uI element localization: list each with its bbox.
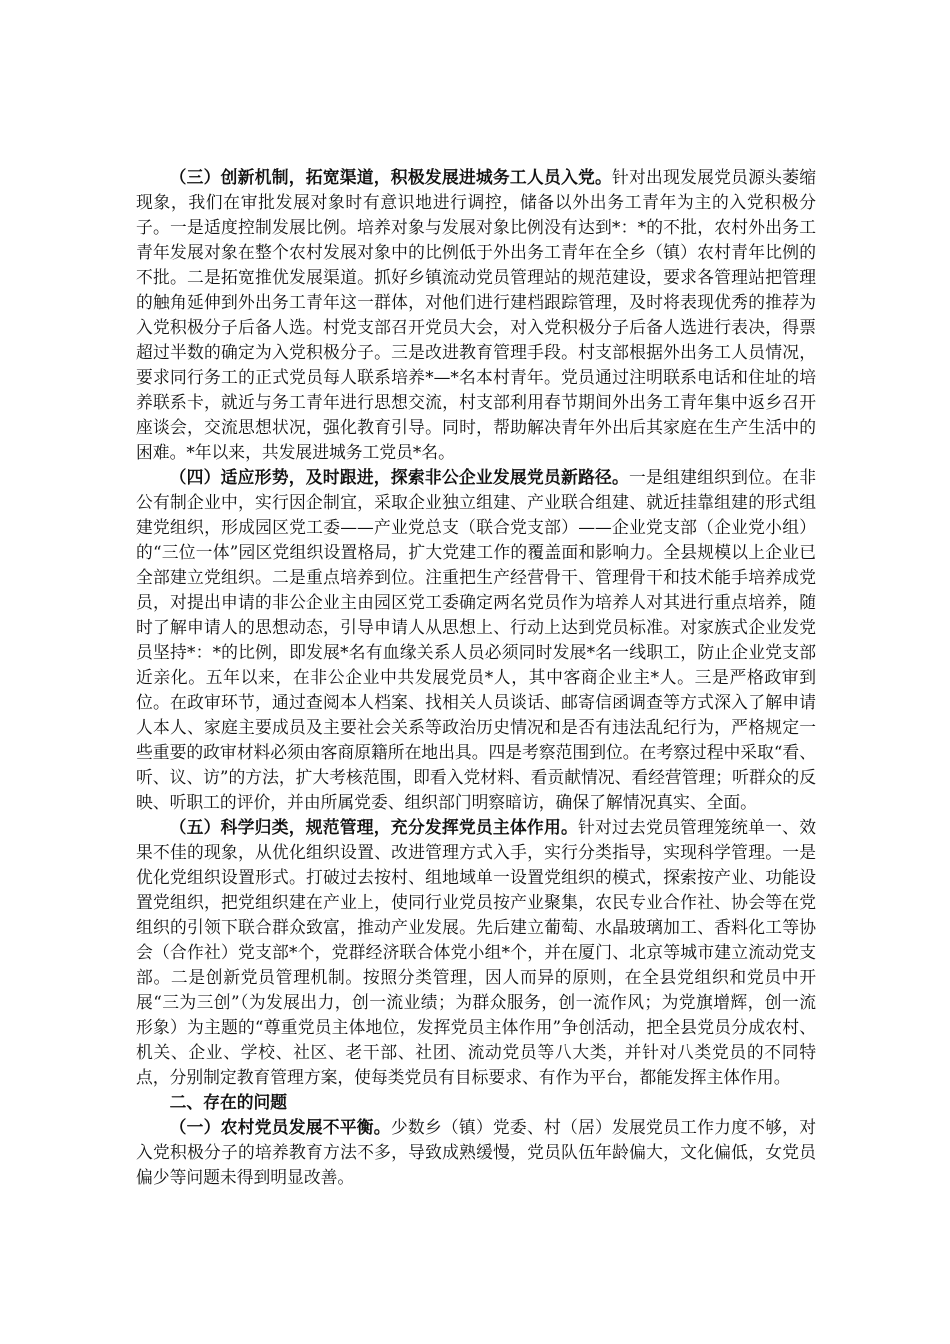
paragraph-text: 少数乡（镇）党委、村（居）发展党员工作力度不够，对入党积极分子的培养教育方法不多，导致成熟缓慢，党员队伍年龄偏大，文化偏低，女党员偏少等问题未得到明显改善。 — [136, 1117, 816, 1187]
paragraph-text: 针对过去党员管理笼统单一、效果不佳的现象，从优化组织设置、改进管理方式入手，实行分类指导，实现科学管理。一是优化党组织设置形式。打破过去按村、组地域单一设置党组织的模式，探索按产业、功能设置党组织，把党组织建在产业上，使同行业党员按产业聚集，农民专业合作社、协会等在党组织的引领下联合群众致富，推动产业发展。先后建立葡萄、水晶玻璃加工、香料化工等协会（合作社）党支部*个，党群经济联合体党小组*个，并在厦门、北京等城市建立流动党支部。二是创新党员管理机制。按照分类管理，因人而异的原则，在全县党组织和党员中开展“三为三创”（为发展出力，创一流业绩；为群众服务，创一流作风；为党旗增辉，创一流形象）为主题的“尊重党员主体地位，发挥党员主体作用”争创活动，把全县党员分成农村、机关、企业、学校、社区、老干部、社团、流动党员等八大类，并针对八类党员的不同特点，分别制定教育管理方案，使每类党员有目标要求、有作为平台，都能发挥主体作用。 — [136, 817, 816, 1087]
paragraph-scientific-classification — [136, 815, 816, 1090]
paragraph-lead: （五）科学归类，规范管理，充分发挥党员主体作用。 — [169, 817, 578, 837]
document-body — [136, 165, 816, 1190]
paragraph-rural-imbalance — [136, 1115, 816, 1190]
paragraph-lead: （四）适应形势，及时跟进，探索非公企业发展党员新路径。 — [169, 467, 630, 487]
paragraph-lead: （三）创新机制，拓宽渠道，积极发展进城务工人员入党。 — [169, 167, 613, 187]
section-heading-problems: 二、存在的问题 — [169, 1092, 288, 1112]
paragraph-nonpublic-enterprise — [136, 465, 816, 815]
paragraph-text: 一是组建组织到位。在非公有制企业中，实行因企制宜，采取企业独立组建、产业联合组建、就近挂靠组建的形式组建党组织，形成园区党工委——产业党总支（联合党支部）——企业党支部（企业党小组）的“三位一体”园区党组织设置格局，扩大党建工作的覆盖面和影响力。全县规模以上企业已全部建立党组织。二是重点培养到位。注重把生产经营骨干、管理骨干和技术能手培养成党员，对提出申请的非公企业主由园区党工委确定两名党员作为培养人对其进行重点培养，随时了解申请人的思想动态，引导申请人从思想上、行动上达到党员标准。对家族式企业发党员坚持*：*的比例，即发展*名有血缘关系人员必须同时发展*名一线职工，防止企业党支部近亲化。五年以来，在非公企业中共发展党员*人，其中客商企业主*人。三是严格政审到位。在政审环节，通过查阅本人档案、找相关人员谈话、邮寄信函调查等方式深入了解申请人本人、家庭主要成员及主要社会关系等政治历史情况和是否有违法乱纪行为，严格规定一些重要的政审材料必须由客商原籍所在地出具。四是考察范围到位。在考察过程中采取“看、听、议、访”的方法，扩大考核范围，即看入党材料、看贡献情况、看经营管理；听群众的反映、听职工的评价，并由所属党委、组织部门明察暗访，确保了解情况真实、全面。 — [136, 467, 816, 812]
paragraph-lead: （一）农村党员发展不平衡。 — [169, 1117, 391, 1137]
paragraph-text: 针对出现发展党员源头萎缩现象，我们在审批发展对象时有意识地进行调控，储备以外出务工青年为主的入党积极分子。一是适度控制发展比例。培养对象与发展对象比例没有达到*：*的不批，农村外出务工青年发展对象在整个农村发展对象中的比例低于外出务工青年在全乡（镇）农村青年比例的不批。二是拓宽推优发展渠道。抓好乡镇流动党员管理站的规范建设，要求各管理站把管理的触角延伸到外出务工青年这一群体，对他们进行建档跟踪管理，及时将表现优秀的推荐为入党积极分子后备人选。村党支部召开党员大会，对入党积极分子后备人选进行表决，得票超过半数的确定为入党积极分子。三是改进教育管理手段。村支部根据外出务工人员情况，要求同行务工的正式党员每人联系培养*—*名本村青年。党员通过注明联系电话和住址的培养联系卡，就近与务工青年进行思想交流，村支部利用春节期间外出务工青年集中返乡召开座谈会，交流思想状况，强化教育引导。同时，帮助解决青年外出后其家庭在生产生活中的困难。*年以来，共发展进城务工党员*名。 — [136, 167, 816, 462]
paragraph-innovation-mechanism — [136, 165, 816, 465]
